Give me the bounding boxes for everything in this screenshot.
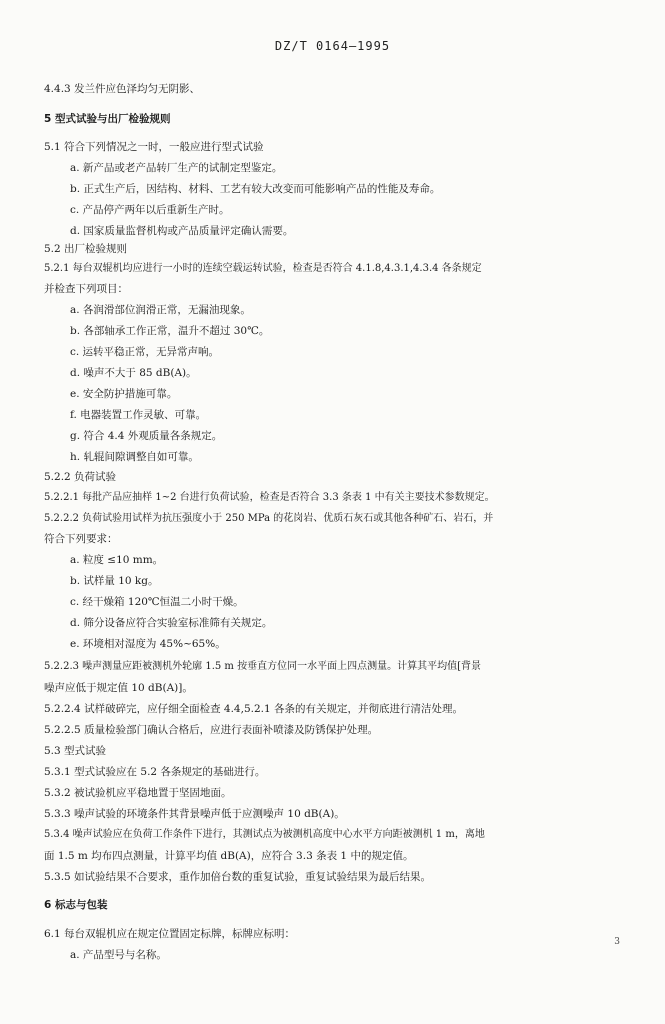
list-item: a. 粒度 ≤10 mm。 (70, 554, 164, 566)
clause-5-2: 5.2 出厂检验规则 (44, 243, 128, 255)
section-5-heading: 5 型式试验与出厂检验规则 (44, 113, 171, 125)
clause-5-2-2-4: 5.2.2.4 试样破碎完，应仔细全面检查 4.4,5.2.1 各条的有关规定，并彻底进行清洁处理。 (44, 703, 463, 715)
clause-5-3-5: 5.3.5 如试验结果不合要求，重作加倍台数的重复试验，重复试验结果为最后结果。 (44, 871, 432, 883)
clause-5-3: 5.3 型式试验 (44, 745, 107, 757)
list-item: a. 新产品或老产品转厂生产的试制定型鉴定。 (70, 162, 283, 174)
list-item: g. 符合 4.4 外观质量各条规定。 (70, 430, 223, 442)
list-item: a. 产品型号与名称。 (70, 949, 167, 961)
clause-5-2-2-5: 5.2.2.5 质量检验部门确认合格后，应进行表面补喷漆及防锈保护处理。 (44, 724, 379, 736)
section-6-heading: 6 标志与包装 (44, 899, 108, 911)
standard-code-header: DZ/T 0164—1995 (274, 39, 391, 53)
list-item: f. 电器装置工作灵敏、可靠。 (70, 409, 207, 421)
clause-5-2-2: 5.2.2 负荷试验 (44, 471, 117, 483)
list-item: b. 试样量 10 kg。 (70, 575, 159, 587)
list-item: a. 各润滑部位润滑正常，无漏油现象。 (70, 304, 251, 316)
clause-6-1: 6.1 每台双辊机应在规定位置固定标牌，标牌应标明： (44, 928, 296, 940)
clause-5-2-2-3: 5.2.2.3 噪声测量应距被测机外轮廓 1.5 m 按垂直方位同一水平面上四点测量。计算其平均值[背景 (44, 661, 481, 672)
list-item: d. 筛分设备应符合实验室标准筛有关规定。 (70, 617, 273, 629)
clause-5-3-4: 5.3.4 噪声试验应在负荷工作条件下进行，其测试点为被测机高度中心水平方向距被测机 1 m，离地 (44, 829, 485, 840)
list-item: b. 正式生产后，因结构、材料、工艺有较大改变而可能影响产品的性能及寿命。 (70, 183, 441, 195)
page-number: 3 (614, 937, 620, 947)
list-item: b. 各部轴承工作正常，温升不超过 30℃。 (70, 325, 270, 337)
clause-5-2-2-2-cont: 符合下列要求： (44, 533, 118, 545)
clause-5-3-3: 5.3.3 噪声试验的环境条件其背景噪声低于应测噪声 10 dB(A)。 (44, 808, 345, 820)
list-item: c. 经干燥箱 120℃恒温二小时干燥。 (70, 596, 244, 608)
clause-5-2-2-3-cont: 噪声应低于规定值 10 dB(A)]。 (44, 682, 193, 694)
clause-5-3-4-cont: 面 1.5 m 均布四点测量，计算平均值 dB(A)，应符合 3.3 条表 1 中的规定值。 (44, 850, 414, 862)
clause-5-2-2-2: 5.2.2.2 负荷试验用试样为抗压强度小于 250 MPa 的花岗岩、优质石灰石或其他各种矿石、岩石，并 (44, 513, 494, 524)
list-item: c. 产品停产两年以后重新生产时。 (70, 204, 230, 216)
list-item: h. 轧辊间隙调整自如可靠。 (70, 451, 199, 463)
list-item: e. 环境相对湿度为 45%~65%。 (70, 638, 226, 650)
list-item: d. 国家质量监督机构或产品质量评定确认需要。 (70, 225, 294, 237)
clause-5-3-1: 5.3.1 型式试验应在 5.2 各条规定的基础进行。 (44, 766, 266, 778)
list-item: c. 运转平稳正常，无异常声响。 (70, 346, 220, 358)
clause-4-4-3: 4.4.3 发兰件应色泽均匀无阴影、 (44, 83, 201, 95)
clause-5-2-2-1: 5.2.2.1 每批产品应抽样 1~2 台进行负荷试验，检查是否符合 3.3 条表 1 中有关主要技术参数规定。 (44, 492, 495, 503)
clause-5-3-2: 5.3.2 被试验机应平稳地置于坚固地面。 (44, 787, 232, 799)
clause-5-2-1-cont: 并检查下列项目： (44, 283, 128, 295)
list-item: d. 噪声不大于 85 dB(A)。 (70, 367, 197, 379)
list-item: e. 安全防护措施可靠。 (70, 388, 178, 400)
clause-5-2-1: 5.2.1 每台双辊机均应进行一小时的连续空载运转试验，检查是否符合 4.1.8,4.3.1,4.3.4 各条规定 (44, 263, 482, 274)
clause-5-1: 5.1 符合下列情况之一时，一般应进行型式试验 (44, 141, 264, 153)
